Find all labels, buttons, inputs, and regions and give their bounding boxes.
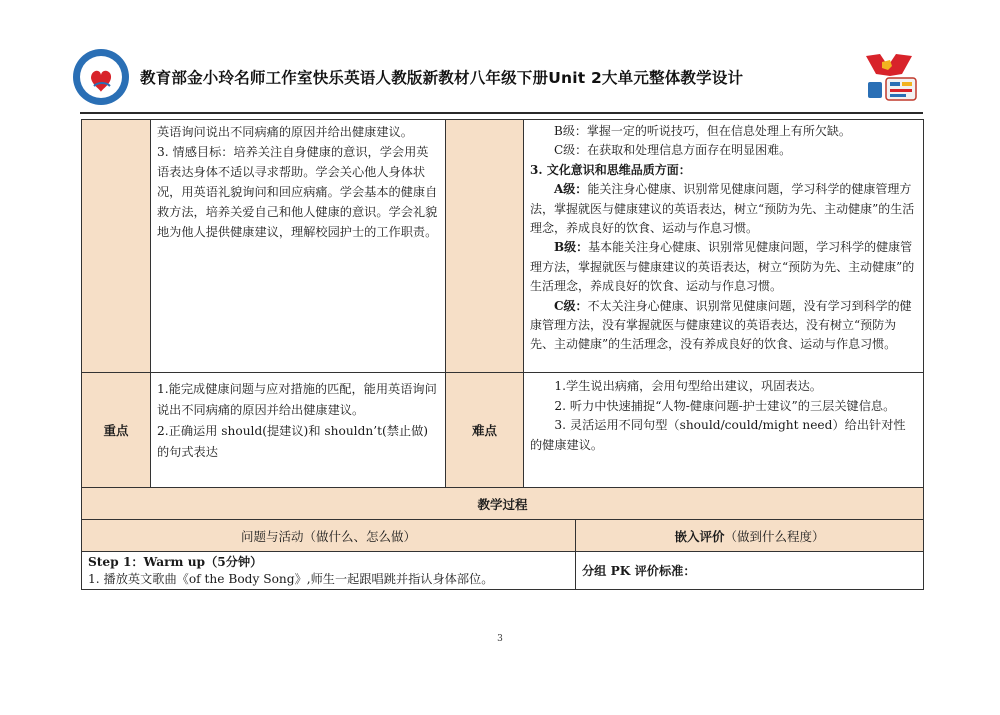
step1-item: 1. 播放英文歌曲《of the Body Song》,师生一起跟唱跳并指认身体部位。 (88, 572, 494, 586)
key-points-label: 重点 (82, 373, 151, 488)
objective-line: 英语询问说出不同病痛的原因并给出健康建议。 (157, 125, 413, 139)
objectives-table (81, 119, 924, 488)
row1-objectives-cell (151, 120, 446, 373)
c-level-text: 不太关注身心健康、识别常见健康问题，没有学习到科学的健康管理方法，没有掌握就医与健康建议的英语表达，没有树立“预防为先、主动健康”的生活理念，没有养成良好的饮食、运动与作息习惯。 (530, 298, 912, 352)
teaching-process-table (81, 487, 924, 590)
difficult-points-label: 难点 (446, 373, 524, 488)
evaluation-header-note: （做到什么程度） (724, 528, 825, 544)
activities-header: 问题与活动（做什么、怎么做） (82, 520, 576, 552)
evaluation-header-bold: 嵌入评价 (674, 528, 725, 544)
a-level-culture (530, 180, 917, 238)
b-level-culture (530, 238, 917, 296)
row1-mid-cell (446, 120, 524, 373)
difficult-points-cell (524, 373, 924, 488)
evaluation-label: 分组 PK 评价标准： (582, 563, 696, 578)
document-title: 教育部金小玲名师工作室快乐英语人教版新教材八年级下册Unit 2大单元整体教学设计 (140, 69, 744, 87)
evaluation-cell (576, 552, 924, 590)
step1-title: Step 1：Warm up（5分钟） (88, 555, 263, 569)
a-level-text: 能关注身心健康、识别常见健康问题，学习科学的健康管理方法，掌握就医与健康建议的英语表达，树立“预防为先、主动健康”的生活理念，养成良好的饮食、运动与作息习惯。 (530, 182, 915, 236)
step1-cell (82, 552, 576, 590)
key-point-2: 2.正确运用 should(提建议)和 shouldn’t(禁止做)的句式表达 (157, 424, 429, 459)
difficult-point-2: 2. 听力中快速捕捉“人物-健康问题-护士建议”的三层关键信息。 (554, 398, 896, 413)
row1-assessment-cell (524, 120, 924, 373)
emotional-goal: 3. 情感目标：培养关注自身健康的意识，学会用英语表达身体不适以寻求帮助。学会关心他人身体状况，用英语礼貌询问和回应病痛。学会基本的健康自救方法，培养关爱自己和他人健康的意识。学会礼貌地为他人提供健康建议，理解校园护士的工作职责。 (157, 145, 438, 239)
page-header (0, 0, 1000, 110)
key-point-1: 1.能完成健康问题与应对措施的匹配，能用英语询问说出不同病痛的原因并给出健康建议。 (157, 382, 437, 417)
difficult-point-3: 3. 灵活运用不同句型（should/could/might need）给出针对性的健康建议。 (530, 418, 906, 452)
c-level-label: C级： (554, 298, 588, 313)
studio-logo-icon (72, 48, 130, 106)
section3-title: 3. 文化意识和思维品质方面： (530, 162, 691, 177)
row1-label-cell (82, 120, 151, 373)
header-rule (80, 112, 923, 114)
c-level-culture (530, 297, 917, 355)
difficult-point-1: 1.学生说出病痛，会用句型给出建议，巩固表达。 (554, 379, 822, 393)
key-points-cell (151, 373, 446, 488)
page-number: 3 (497, 634, 503, 644)
textbook-emblem-icon (862, 52, 924, 104)
a-level-label: A级： (554, 182, 588, 197)
b-level-label: B级： (554, 240, 589, 255)
b-level-skill: B级：掌握一定的听说技巧，但在信息处理上有所欠缺。 (554, 124, 851, 138)
process-title: 教学过程 (82, 488, 924, 520)
c-level-skill: C级：在获取和处理信息方面存在明显困难。 (554, 143, 792, 158)
b-level-text: 基本能关注身心健康、识别常见健康问题，学习科学的健康管理方法，掌握就医与健康建议的英语表达，树立“预防为先、主动健康”的生活理念，养成良好的饮食、运动与作息习惯。 (530, 240, 915, 294)
evaluation-header (576, 520, 924, 552)
